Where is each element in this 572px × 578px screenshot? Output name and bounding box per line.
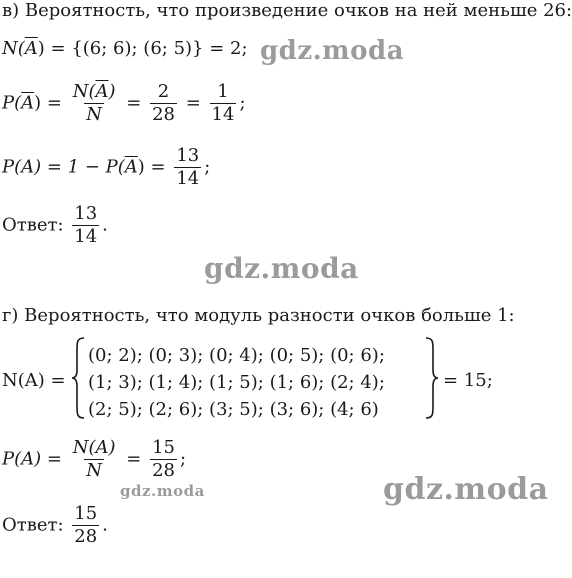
- fraction-na-over-n-g: [71, 438, 118, 481]
- left-brace: [70, 336, 86, 420]
- answer-label-g: Ответ:: [2, 514, 64, 536]
- answer-v: [2, 204, 108, 247]
- right-brace: [424, 336, 440, 420]
- p-a-right: ) =: [137, 156, 166, 178]
- frac2-num-g: 15: [152, 437, 175, 458]
- p-a-left: P(A) = 1 − P(: [2, 156, 125, 178]
- fraction-2-over-28: [150, 82, 177, 125]
- frac1-den: N: [86, 104, 102, 125]
- watermark: gdz.moda: [260, 36, 405, 66]
- fraction-13-over-14: [174, 146, 201, 189]
- formula-p-a-bar: [2, 82, 246, 125]
- pa-label-g: P(A) =: [2, 448, 62, 470]
- frac3-den: 14: [211, 104, 235, 125]
- frac3-num: 1: [217, 81, 229, 102]
- frac4-num: 13: [176, 145, 200, 166]
- semicolon-2: ;: [204, 156, 211, 178]
- frac1-num-letter: $\overline{A}$: [95, 81, 109, 102]
- equals-1: =: [126, 92, 142, 114]
- fraction-1-over-14: [210, 82, 237, 125]
- watermark: gdz.moda: [204, 252, 359, 285]
- p-a-bar-prefix: P(: [2, 92, 22, 114]
- semicolon-1: ;: [239, 92, 246, 114]
- watermark: gdz.moda: [120, 482, 205, 500]
- n-a-bar-left: N(: [2, 38, 25, 59]
- p-a-bar-eq: ) =: [34, 92, 62, 114]
- frac2-den-g: 28: [152, 460, 175, 481]
- outcomes-list: [88, 342, 385, 423]
- formula-p-a-g: [2, 438, 186, 481]
- answer-den-v: 14: [74, 226, 98, 247]
- frac2-den: 28: [152, 104, 175, 125]
- formula-p-a: [2, 146, 210, 189]
- equals-g: =: [126, 448, 142, 470]
- answer-label-v: Ответ:: [2, 214, 64, 236]
- outcomes-row: (2; 5); (2; 6); (3; 5); (3; 6); (4; 6): [88, 399, 379, 420]
- fraction-15-over-28: [150, 438, 177, 481]
- formula-n-a-bar: [2, 38, 248, 60]
- a-bar-letter: $\overline{A}$: [24, 38, 38, 59]
- frac1-num-suffix: ): [108, 81, 116, 102]
- answer-fraction-g: [72, 504, 99, 547]
- answer-g: [2, 504, 108, 547]
- answer-fraction-v: [72, 204, 99, 247]
- answer-den-g: 28: [74, 526, 98, 547]
- frac1-num-prefix: N(: [72, 81, 96, 102]
- p-a-bar-letter: $\overline{A}$: [21, 92, 35, 114]
- semicolon-g: ;: [179, 448, 187, 470]
- fraction-n-a-bar-over-n: [71, 82, 118, 125]
- na-result-g: = 15;: [443, 370, 493, 391]
- frac2-num: 2: [157, 81, 170, 102]
- frac-num-g: N(A): [72, 437, 116, 458]
- answer-num-g: 15: [74, 503, 98, 524]
- outcomes-row: (0; 2); (0; 3); (0; 4); (0; 5); (0; 6);: [88, 345, 385, 366]
- frac4-den: 14: [176, 168, 200, 189]
- p-a-letter: $\overline{A}$: [124, 156, 138, 178]
- n-a-bar-right: ) = {(6; 6); (6; 5)} = 2;: [37, 38, 248, 59]
- answer-num-v: 13: [74, 203, 98, 224]
- period-v: .: [102, 214, 108, 236]
- heading-g: г) Вероятность, что модуль разности очков больше 1:: [2, 305, 515, 326]
- equals-2: =: [185, 92, 201, 114]
- heading-v: в) Вероятность, что произведение очков на ней меньше 26:: [2, 0, 572, 21]
- watermark: gdz.moda: [383, 472, 549, 507]
- frac-den-g: N: [86, 460, 102, 481]
- na-label-g: N(A) =: [2, 370, 66, 391]
- outcomes-row: (1; 3); (1; 4); (1; 5); (1; 6); (2; 4);: [88, 372, 385, 393]
- period-g: .: [102, 514, 108, 536]
